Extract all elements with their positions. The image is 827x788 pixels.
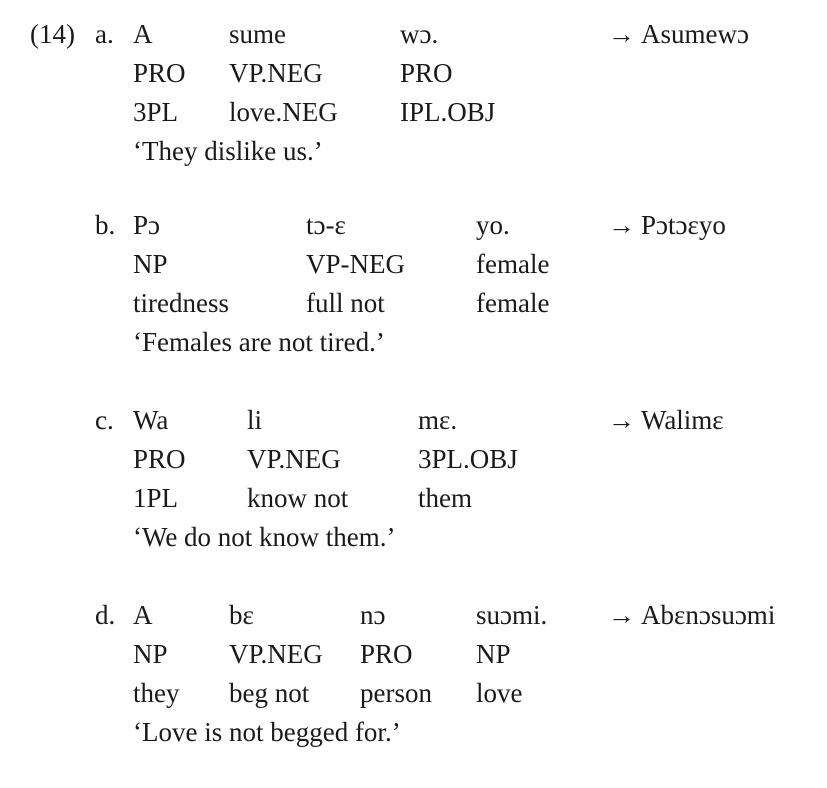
- gloss-cell: tiredness: [133, 288, 229, 318]
- pos-cell: PRO: [133, 58, 186, 88]
- gloss-cell: love.NEG: [229, 97, 338, 127]
- pos-cell: NP: [133, 639, 168, 669]
- pos-cell: NP: [476, 639, 511, 669]
- pos-cell: PRO: [360, 639, 413, 669]
- word-cell: A: [133, 19, 153, 49]
- word-cell: suɔmi.: [476, 600, 548, 630]
- example-letter: b.: [95, 210, 116, 240]
- gloss-cell: them: [418, 483, 472, 513]
- word-cell: A: [133, 600, 153, 630]
- combined-form-text: Walimɛ: [641, 405, 724, 435]
- word-cell: wɔ.: [400, 19, 439, 49]
- combined-form-text: Abɛnɔsuɔmi: [641, 600, 776, 630]
- combined-form: [608, 407, 724, 434]
- gloss-cell: IPL.OBJ: [400, 97, 496, 127]
- pos-cell: 3PL.OBJ: [418, 444, 518, 474]
- pos-cell: VP.NEG: [247, 444, 341, 474]
- arrow-right-icon: →: [608, 210, 635, 240]
- pos-cell: VP-NEG: [306, 249, 405, 279]
- combined-form-text: Pɔtɔɛyo: [641, 210, 726, 240]
- pos-cell: PRO: [133, 444, 186, 474]
- example-number: (14): [30, 19, 75, 49]
- word-cell: bɛ: [229, 600, 254, 630]
- combined-form-text: Asumewɔ: [641, 19, 749, 49]
- pos-cell: NP: [133, 249, 168, 279]
- combined-form: [608, 602, 775, 629]
- free-translation: ‘We do not know them.’: [133, 522, 396, 552]
- word-cell: mɛ.: [418, 405, 458, 435]
- combined-form: [608, 212, 726, 239]
- word-cell: Pɔ: [133, 210, 160, 240]
- gloss-cell: know not: [247, 483, 349, 513]
- example-letter: a.: [95, 19, 114, 49]
- free-translation: ‘They dislike us.’: [133, 136, 323, 166]
- example-letter: c.: [95, 405, 114, 435]
- gloss-cell: full not: [306, 288, 385, 318]
- word-cell: tɔ-ɛ: [306, 210, 346, 240]
- pos-cell: VP.NEG: [229, 58, 323, 88]
- word-cell: li: [247, 405, 263, 435]
- gloss-cell: person: [360, 678, 432, 708]
- free-translation: ‘Love is not begged for.’: [133, 717, 401, 747]
- word-cell: nɔ: [360, 600, 386, 630]
- arrow-right-icon: →: [608, 405, 635, 435]
- word-cell: sume: [229, 19, 286, 49]
- word-cell: yo.: [476, 210, 510, 240]
- gloss-cell: 3PL: [133, 97, 179, 127]
- pos-cell: VP.NEG: [229, 639, 323, 669]
- gloss-cell: beg not: [229, 678, 310, 708]
- gloss-cell: love: [476, 678, 523, 708]
- gloss-cell: they: [133, 678, 180, 708]
- combined-form: [608, 21, 749, 48]
- word-cell: Wa: [133, 405, 169, 435]
- gloss-cell: female: [476, 288, 550, 318]
- example-letter: d.: [95, 600, 116, 630]
- arrow-right-icon: →: [608, 19, 635, 49]
- arrow-right-icon: →: [608, 600, 635, 630]
- gloss-cell: 1PL: [133, 483, 179, 513]
- free-translation: ‘Females are not tired.’: [133, 327, 385, 357]
- pos-cell: female: [476, 249, 550, 279]
- pos-cell: PRO: [400, 58, 453, 88]
